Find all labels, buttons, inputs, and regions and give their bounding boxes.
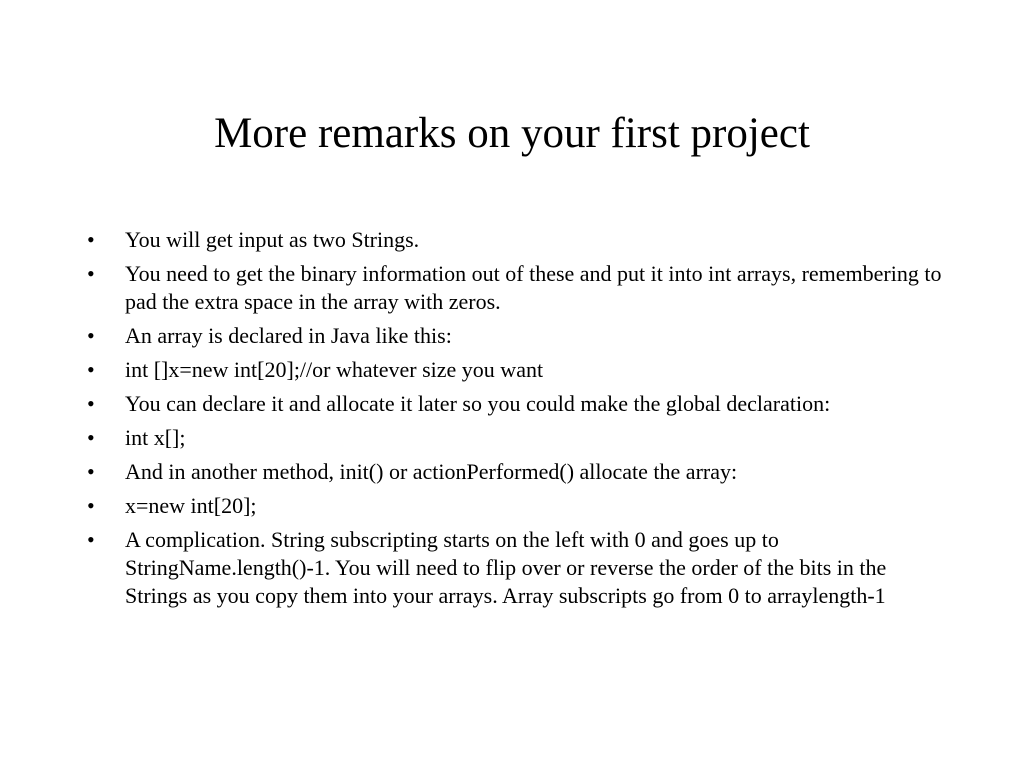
bullet-item <box>87 356 947 384</box>
bullet-text: A complication. String subscripting starts on the left with 0 and goes up to StringName.length()-1. You will need to flip over or reverse the order of the bits in the Strings as you copy them into your arrays. Array subscripts go from 0 to arraylength-1 <box>125 527 887 608</box>
bullet-text: You need to get the binary information out of these and put it into int arrays, remembering to pad the extra space in the array with zeros. <box>125 261 942 314</box>
bullet-text: You will get input as two Strings. <box>125 227 420 252</box>
bullet-icon: • <box>87 357 95 382</box>
bullet-text: int []x=new int[20];//or whatever size you want <box>125 357 544 382</box>
bullet-icon: • <box>87 391 95 416</box>
bullet-icon: • <box>87 425 95 450</box>
bullet-item <box>87 492 947 520</box>
bullet-item <box>87 260 947 316</box>
bullet-icon: • <box>87 493 95 518</box>
bullet-icon: • <box>87 227 95 252</box>
bullet-text: And in another method, init() or actionPerformed() allocate the array: <box>125 459 738 484</box>
bullet-text: int x[]; <box>125 425 186 450</box>
bullet-text: You can declare it and allocate it later so you could make the global declaration: <box>125 391 831 416</box>
bullet-icon: • <box>87 261 95 286</box>
bullet-icon: • <box>87 323 95 348</box>
bullet-item <box>87 226 947 254</box>
slide-title: More remarks on your first project <box>214 110 810 157</box>
bullet-text: x=new int[20]; <box>125 493 257 518</box>
bullet-list <box>87 226 947 616</box>
bullet-item <box>87 526 947 610</box>
bullet-icon: • <box>87 527 95 552</box>
bullet-text: An array is declared in Java like this: <box>125 323 452 348</box>
bullet-item <box>87 322 947 350</box>
bullet-item <box>87 390 947 418</box>
bullet-icon: • <box>87 459 95 484</box>
bullet-item <box>87 424 947 452</box>
bullet-item <box>87 458 947 486</box>
